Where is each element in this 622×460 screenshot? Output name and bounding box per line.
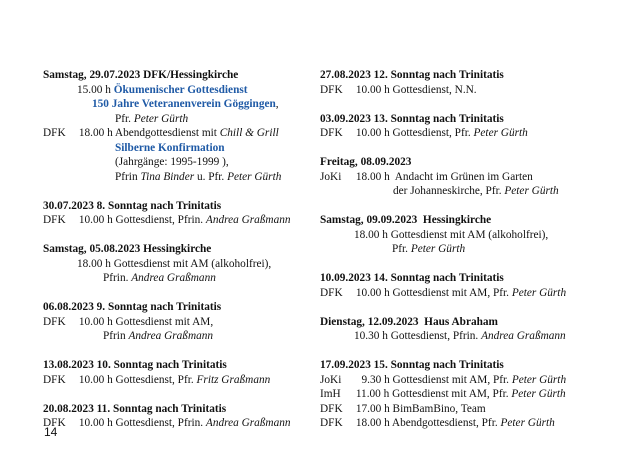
pastor-name: Fritz Graßmann bbox=[196, 373, 271, 386]
entry-header: Samstag, 29.07.2023 DFK/Hessingkirche bbox=[43, 69, 239, 81]
title-abbrev: Pfrin bbox=[103, 330, 126, 342]
entry-header: 13.08.2023 10. Sonntag nach Trinitatis bbox=[43, 359, 227, 371]
service-entry bbox=[43, 402, 305, 431]
entry-header: Dienstag, 12.09.2023 Haus Abraham bbox=[320, 315, 498, 328]
service-text: 9.30 h Gottesdienst mit AM, Pfr. bbox=[355, 373, 509, 386]
service-entry bbox=[43, 358, 305, 387]
entry-line bbox=[320, 329, 610, 344]
entry-line bbox=[43, 315, 305, 330]
service-entry bbox=[320, 112, 610, 141]
table-row bbox=[320, 387, 610, 402]
entry-header: 10.09.2023 14. Sonntag nach Trinitatis bbox=[320, 272, 504, 284]
pastor-name: Peter Gürth bbox=[500, 417, 555, 429]
entry-line bbox=[43, 271, 305, 286]
entry-line bbox=[320, 126, 610, 141]
location-code: JoKi bbox=[320, 373, 342, 386]
service-entry bbox=[43, 242, 305, 286]
entry-line bbox=[43, 126, 305, 141]
service-text: 18.00 h Gottesdienst mit AM (alkoholfrei), bbox=[354, 228, 549, 241]
service-text: u. Pfr. bbox=[196, 170, 225, 183]
location-code: DFK bbox=[43, 214, 66, 226]
entry-line bbox=[43, 416, 305, 431]
pastor-name: Andrea Graßmann bbox=[205, 417, 291, 429]
service-entry bbox=[43, 199, 305, 228]
entry-header: Samstag, 05.08.2023 Hessingkirche bbox=[43, 243, 212, 255]
location-code: DFK bbox=[320, 127, 343, 139]
entry-header: Freitag, 08.09.2023 bbox=[320, 156, 412, 168]
location-code: DFK bbox=[320, 417, 343, 429]
entry-line bbox=[320, 228, 610, 243]
entry-line bbox=[320, 170, 610, 185]
title-abbrev: Pfrin bbox=[115, 170, 138, 183]
entry-line bbox=[43, 257, 305, 272]
pastor-name: Peter Gürth bbox=[511, 388, 566, 400]
service-text: 10.30 h Gottesdienst, Pfrin. bbox=[354, 330, 479, 342]
punctuation: , bbox=[275, 98, 279, 110]
service-entry bbox=[320, 315, 610, 344]
service-entry bbox=[320, 213, 610, 257]
entry-line bbox=[43, 97, 305, 112]
pastor-name: Peter Gürth bbox=[473, 127, 528, 139]
pastor-name: Tina Binder bbox=[140, 170, 195, 183]
service-highlight: Chill & Grill bbox=[219, 127, 279, 139]
service-entry bbox=[320, 358, 610, 431]
entry-line bbox=[43, 213, 305, 228]
entry-line bbox=[320, 184, 610, 199]
pastor-name: Andrea Graßmann bbox=[205, 214, 291, 226]
service-text: 10.00 h Gottesdienst mit AM, bbox=[78, 315, 214, 328]
service-text: 10.00 h Gottesdienst, Pfr. bbox=[355, 127, 471, 139]
entry-line bbox=[43, 83, 305, 98]
service-text: 18.00 h Abendgottesdienst, Pfr. bbox=[355, 417, 498, 429]
pastor-name: Peter Gürth bbox=[511, 286, 567, 299]
table-row bbox=[320, 373, 610, 388]
entry-line bbox=[320, 83, 610, 98]
location-code: DFK bbox=[43, 373, 66, 386]
event-title: Ökumenischer Gottesdienst bbox=[113, 83, 248, 96]
service-text: 18.00 h Gottesdienst mit AM (alkoholfrei), bbox=[77, 257, 272, 270]
location-code: DFK bbox=[320, 83, 343, 96]
entry-line bbox=[43, 329, 305, 344]
entry-header: 20.08.2023 11. Sonntag nach Trinitatis bbox=[43, 402, 227, 415]
service-text: 11.00 h Gottesdienst mit AM, Pfr. bbox=[355, 388, 509, 400]
left-column bbox=[43, 68, 305, 445]
pastor-name: Andrea Graßmann bbox=[131, 272, 216, 284]
entry-line bbox=[43, 373, 305, 388]
pastor-name: Peter Gürth bbox=[504, 185, 559, 197]
location-code: ImH bbox=[320, 388, 341, 400]
service-entry bbox=[320, 68, 610, 97]
service-text: 10.00 h Gottesdienst mit AM, Pfr. bbox=[355, 286, 509, 299]
entry-line bbox=[43, 141, 305, 156]
pastor-name: Peter Gürth bbox=[133, 112, 189, 125]
location-code: DFK bbox=[43, 417, 66, 429]
service-text: 10.00 h Gottesdienst, Pfr. bbox=[78, 373, 194, 386]
pastor-name: Peter Gürth bbox=[410, 243, 466, 255]
service-entry bbox=[320, 155, 610, 199]
service-entry bbox=[43, 300, 305, 344]
event-title: Silberne Konfirmation bbox=[115, 141, 225, 154]
title-abbrev: Pfr. bbox=[115, 112, 132, 125]
location-code: DFK bbox=[320, 402, 343, 415]
service-text: der Johanneskirche, Pfr. bbox=[393, 185, 502, 197]
entry-header: 03.09.2023 13. Sonntag nach Trinitatis bbox=[320, 112, 504, 125]
entry-header: 17.09.2023 15. Sonntag nach Trinitatis bbox=[320, 359, 504, 371]
service-text: 17.00 h BimBamBino, Team bbox=[355, 402, 486, 415]
location-code: DFK bbox=[320, 286, 343, 299]
service-text: (Jahrgänge: 1995-1999 ), bbox=[115, 156, 229, 168]
event-subtitle: 150 Jahre Veteranenverein Göggingen bbox=[92, 98, 276, 110]
entry-line bbox=[320, 286, 610, 301]
location-code: DFK bbox=[43, 315, 66, 328]
entry-header: Samstag, 09.09.2023 Hessingkirche bbox=[320, 214, 492, 226]
table-row bbox=[320, 402, 610, 417]
service-text: 18.00 h Andacht im Grünen im Garten bbox=[355, 170, 533, 183]
pastor-name: Andrea Graßmann bbox=[128, 330, 214, 342]
entry-line bbox=[43, 170, 305, 185]
table-row bbox=[320, 416, 610, 431]
entry-line bbox=[43, 112, 305, 127]
time: 15.00 h bbox=[77, 83, 111, 96]
right-column bbox=[320, 68, 610, 445]
pastor-name: Andrea Graßmann bbox=[481, 330, 566, 342]
pastor-name: Peter Gürth bbox=[227, 170, 282, 183]
service-text: 10.00 h Gottesdienst, Pfrin. bbox=[78, 417, 204, 429]
entry-line bbox=[43, 155, 305, 170]
service-text: 10.00 h Gottesdienst, Pfrin. bbox=[78, 214, 204, 226]
title-abbrev: Pfrin. bbox=[103, 272, 129, 284]
service-entry bbox=[43, 68, 305, 184]
pastor-name: Peter Gürth bbox=[511, 373, 567, 386]
service-entry bbox=[320, 271, 610, 300]
entry-header: 27.08.2023 12. Sonntag nach Trinitatis bbox=[320, 69, 504, 81]
page-number: 14 bbox=[44, 425, 58, 439]
entry-header: 06.08.2023 9. Sonntag nach Trinitatis bbox=[43, 301, 222, 313]
title-abbrev: Pfr. bbox=[392, 243, 409, 255]
service-text: 10.00 h Gottesdienst, N.N. bbox=[355, 83, 477, 96]
location-code: JoKi bbox=[320, 170, 342, 183]
service-text: 18.00 h Abendgottesdienst mit bbox=[78, 127, 217, 139]
location-code: DFK bbox=[43, 127, 66, 139]
entry-line bbox=[320, 242, 610, 257]
entry-header: 30.07.2023 8. Sonntag nach Trinitatis bbox=[43, 199, 222, 212]
